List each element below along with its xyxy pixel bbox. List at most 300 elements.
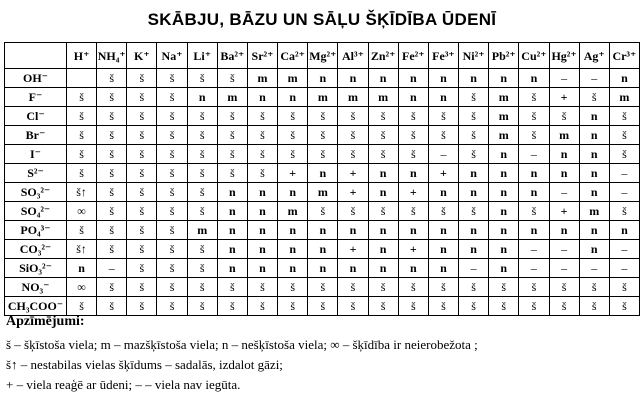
solubility-cell: + [428,164,458,183]
solubility-cell: š [308,202,338,221]
solubility-cell: n [217,221,247,240]
solubility-cell: š [217,69,247,88]
solubility-cell: š [609,297,639,316]
solubility-cell: š [127,297,157,316]
solubility-cell: š [338,297,368,316]
cation-header: Fe²⁺ [398,43,428,69]
solubility-cell: n [217,202,247,221]
solubility-cell: n [489,69,519,88]
solubility-cell: š [67,145,97,164]
solubility-cell: – [519,240,549,259]
solubility-cell: + [338,240,368,259]
cation-header: Ba²⁺ [217,43,247,69]
solubility-cell: š [338,145,368,164]
table-row [5,164,640,183]
table-row [5,126,640,145]
solubility-cell: n [459,164,489,183]
solubility-cell: – [549,69,579,88]
solubility-cell: n [489,240,519,259]
solubility-cell: n [459,183,489,202]
solubility-cell: n [398,88,428,107]
solubility-cell: n [247,88,277,107]
solubility-cell: n [338,69,368,88]
table-row [5,183,640,202]
solubility-cell: š [609,107,639,126]
cation-header: Fe³⁺ [428,43,458,69]
solubility-cell: š [97,164,127,183]
solubility-cell: š [428,202,458,221]
solubility-cell: š [338,202,368,221]
solubility-cell: š [338,278,368,297]
solubility-cell: š [519,297,549,316]
solubility-cell: š [67,107,97,126]
legend [6,312,636,395]
solubility-cell: š [338,107,368,126]
solubility-cell: š [157,183,187,202]
solubility-cell: n [338,259,368,278]
solubility-cell: n [609,221,639,240]
solubility-cell: n [428,221,458,240]
solubility-cell: n [549,164,579,183]
solubility-cell: n [609,69,639,88]
solubility-cell: š [398,107,428,126]
solubility-cell: n [368,183,398,202]
solubility-cell: n [247,183,277,202]
solubility-cell: n [459,69,489,88]
solubility-cell: n [308,240,338,259]
anion-label: SO₄²⁻ [5,202,67,221]
solubility-cell: š [97,88,127,107]
solubility-cell: š [187,69,217,88]
solubility-cell: š [217,126,247,145]
solubility-cell: m [489,88,519,107]
solubility-cell: n [519,164,549,183]
solubility-cell: n [489,164,519,183]
solubility-cell: š [127,259,157,278]
solubility-cell: š [97,69,127,88]
solubility-cell: + [549,88,579,107]
solubility-cell: š [519,126,549,145]
solubility-cell: š [157,145,187,164]
anion-label: F⁻ [5,88,67,107]
solubility-cell: š [308,297,338,316]
corner-cell [5,43,67,69]
solubility-cell: m [489,107,519,126]
solubility-cell: – [609,259,639,278]
solubility-cell: – [519,145,549,164]
solubility-cell: š [127,183,157,202]
solubility-cell: š [217,107,247,126]
solubility-cell: š [308,278,338,297]
cation-header: NH₄⁺ [97,43,127,69]
solubility-cell: n [579,183,609,202]
solubility-cell: š [308,145,338,164]
solubility-cell: š [157,221,187,240]
table-row [5,259,640,278]
solubility-cell: n [278,240,308,259]
solubility-cell: š [187,164,217,183]
cation-header: Zn²⁺ [368,43,398,69]
solubility-cell: š [368,107,398,126]
anion-label: Br⁻ [5,126,67,145]
solubility-cell: š [398,126,428,145]
solubility-cell: n [308,221,338,240]
solubility-cell: n [579,126,609,145]
solubility-cell: š [247,126,277,145]
anion-label: Cl⁻ [5,107,67,126]
solubility-cell: š [489,278,519,297]
solubility-cell: š [609,278,639,297]
solubility-cell: š [187,126,217,145]
solubility-cell: m [609,88,639,107]
solubility-cell: n [579,145,609,164]
solubility-cell: š [519,107,549,126]
solubility-cell: ∞ [67,278,97,297]
solubility-cell: š [609,126,639,145]
solubility-cell: n [489,221,519,240]
solubility-cell: š [398,145,428,164]
legend-line: š↑ – nestabilas vielas šķīdums – sadalās, izdalot gāzi; [6,357,283,372]
solubility-cell: – [519,259,549,278]
solubility-cell: š [519,278,549,297]
solubility-cell: m [278,69,308,88]
solubility-cell: š [187,297,217,316]
solubility-cell: – [609,240,639,259]
solubility-cell: n [579,107,609,126]
cation-header: Hg²⁺ [549,43,579,69]
solubility-cell: š [338,126,368,145]
solubility-cell: š [278,126,308,145]
solubility-cell: n [428,88,458,107]
solubility-cell: n [368,240,398,259]
page-title: SKĀBJU, BĀZU UN SĀĻU ŠĶĪDĪBA ŪDENĪ [147,10,497,29]
solubility-cell: m [489,126,519,145]
solubility-cell: š [217,297,247,316]
solubility-cell: n [398,221,428,240]
legend-line: + – viela reaģē ar ūdeni; – – viela nav iegūta. [6,377,241,392]
cation-header: Ca²⁺ [278,43,308,69]
solubility-cell: m [187,221,217,240]
solubility-cell: n [428,69,458,88]
solubility-cell: š [368,126,398,145]
solubility-cell: š [157,240,187,259]
cation-header: Cu²⁺ [519,43,549,69]
cation-header: Li⁺ [187,43,217,69]
solubility-cell: m [338,88,368,107]
solubility-cell: š [97,107,127,126]
legend-title: Apzīmējumi: [6,314,85,329]
solubility-cell: š [67,221,97,240]
solubility-cell: š [187,183,217,202]
anion-label: SiO₃²⁻ [5,259,67,278]
solubility-cell: š [157,164,187,183]
cation-header: Mg²⁺ [308,43,338,69]
solubility-cell: n [579,164,609,183]
solubility-cell: – [549,240,579,259]
cation-header: Al³⁺ [338,43,368,69]
solubility-cell: n [489,202,519,221]
cation-header: Na⁺ [157,43,187,69]
solubility-cell: m [549,126,579,145]
solubility-cell: n [278,88,308,107]
solubility-cell: n [549,145,579,164]
solubility-cell: š [187,278,217,297]
solubility-cell: š [247,164,277,183]
solubility-cell: š [97,202,127,221]
solubility-cell: n [489,183,519,202]
solubility-cell: š [459,107,489,126]
solubility-cell: š [127,240,157,259]
solubility-cell: š [127,69,157,88]
solubility-cell: š [127,202,157,221]
solubility-cell: š [217,278,247,297]
solubility-cell: n [308,164,338,183]
solubility-cell: š [247,278,277,297]
solubility-cell: + [398,240,428,259]
solubility-cell: š [398,297,428,316]
solubility-cell: š [247,297,277,316]
solubility-cell: n [428,183,458,202]
solubility-cell: š [519,88,549,107]
solubility-cell: š [157,297,187,316]
solubility-cell: š [247,107,277,126]
solubility-cell: – [579,69,609,88]
solubility-cell: š [368,297,398,316]
solubility-cell: m [247,69,277,88]
solubility-cell: š [97,297,127,316]
anion-label: CH₃COO⁻ [5,297,67,316]
solubility-cell: n [368,221,398,240]
solubility-cell: š [247,145,277,164]
solubility-cell: m [308,88,338,107]
solubility-cell: š [489,297,519,316]
solubility-cell: š [97,240,127,259]
solubility-cell: + [338,164,368,183]
solubility-cell: – [549,183,579,202]
solubility-cell: š [368,202,398,221]
cation-header: Pb²⁺ [489,43,519,69]
solubility-cell: š [579,297,609,316]
solubility-cell: š [609,202,639,221]
solubility-cell: š [127,88,157,107]
solubility-cell: n [489,259,519,278]
solubility-cell: n [428,259,458,278]
solubility-cell: n [519,183,549,202]
solubility-cell: ∞ [67,202,97,221]
solubility-cell: š [127,145,157,164]
anion-label: PO₄³⁻ [5,221,67,240]
table-body [5,69,640,316]
solubility-cell: š [157,107,187,126]
cation-header: K⁺ [127,43,157,69]
table-row [5,221,640,240]
solubility-cell: š [157,69,187,88]
solubility-cell: š [308,107,338,126]
solubility-cell: n [428,240,458,259]
solubility-cell: n [459,240,489,259]
solubility-cell: + [549,202,579,221]
solubility-cell: – [428,145,458,164]
solubility-cell: š [157,278,187,297]
solubility-cell: š [609,145,639,164]
solubility-cell: š [67,297,97,316]
solubility-cell: š [428,126,458,145]
solubility-cell: š↑ [67,240,97,259]
solubility-cell: š [278,278,308,297]
solubility-cell: š↑ [67,183,97,202]
solubility-cell: n [338,221,368,240]
anion-label: OH⁻ [5,69,67,88]
solubility-cell: n [398,259,428,278]
solubility-cell: š [459,126,489,145]
solubility-cell: n [308,69,338,88]
table-row [5,145,640,164]
solubility-cell: – [97,259,127,278]
solubility-cell: š [127,126,157,145]
solubility-cell: š [398,202,428,221]
table-row [5,88,640,107]
solubility-cell: – [609,164,639,183]
table-row [5,278,640,297]
anion-label: S²⁻ [5,164,67,183]
solubility-cell: š [157,259,187,278]
solubility-cell: n [247,221,277,240]
cation-header: Sr²⁺ [247,43,277,69]
solubility-cell: n [308,259,338,278]
solubility-cell: š [428,278,458,297]
solubility-cell: n [398,164,428,183]
solubility-cell: š [459,202,489,221]
solubility-cell: š [579,278,609,297]
solubility-cell: š [428,297,458,316]
cation-header: Ni²⁺ [459,43,489,69]
cation-header: H⁺ [67,43,97,69]
solubility-cell: š [67,164,97,183]
solubility-cell: n [278,259,308,278]
solubility-cell: š [127,278,157,297]
solubility-cell: š [157,88,187,107]
solubility-cell: – [579,259,609,278]
solubility-cell: š [67,126,97,145]
solubility-cell: š [187,202,217,221]
solubility-cell: š [217,164,247,183]
solubility-cell: n [247,259,277,278]
anion-label: I⁻ [5,145,67,164]
solubility-cell: n [368,69,398,88]
solubility-cell: š [459,278,489,297]
solubility-cell: š [187,145,217,164]
solubility-cell: m [217,88,247,107]
solubility-cell: š [308,126,338,145]
solubility-cell: n [489,145,519,164]
solubility-cell: š [459,145,489,164]
solubility-cell: š [217,145,247,164]
table-row [5,69,640,88]
legend-line: š – šķīstoša viela; m – mazšķīstoša viela; n – nešķīstoša viela; ∞ – šķīdība ir neierobežota ; [6,337,478,352]
solubility-cell: m [278,202,308,221]
solubility-cell: n [278,221,308,240]
solubility-cell: š [97,278,127,297]
solubility-table [4,42,640,316]
solubility-cell: š [97,145,127,164]
solubility-cell: š [187,259,217,278]
solubility-cell: š [127,107,157,126]
solubility-cell: š [97,221,127,240]
solubility-cell: š [579,88,609,107]
table-row [5,240,640,259]
solubility-cell: n [519,221,549,240]
solubility-cell: m [368,88,398,107]
cation-header: Cr³⁺ [609,43,639,69]
solubility-cell: m [308,183,338,202]
solubility-cell: š [459,297,489,316]
solubility-cell: + [278,164,308,183]
solubility-cell: š [549,278,579,297]
solubility-cell: n [368,259,398,278]
solubility-cell: š [67,88,97,107]
solubility-cell: n [579,221,609,240]
solubility-cell: n [549,221,579,240]
cation-header: Ag⁺ [579,43,609,69]
solubility-cell: š [157,126,187,145]
solubility-cell: + [398,183,428,202]
solubility-cell: n [579,240,609,259]
anion-label: NO₃⁻ [5,278,67,297]
solubility-cell: š [368,278,398,297]
solubility-cell: š [368,145,398,164]
solubility-cell: š [97,183,127,202]
solubility-cell: n [278,183,308,202]
solubility-cell: + [338,183,368,202]
solubility-cell: š [278,297,308,316]
solubility-cell: – [549,259,579,278]
anion-label: CO₃²⁻ [5,240,67,259]
solubility-cell: n [519,69,549,88]
solubility-cell: n [67,259,97,278]
solubility-cell: š [157,202,187,221]
solubility-cell: š [398,278,428,297]
solubility-cell: š [127,221,157,240]
solubility-cell: š [97,126,127,145]
table-row [5,202,640,221]
table-row [5,107,640,126]
solubility-cell [67,69,97,88]
solubility-cell: š [187,240,217,259]
solubility-cell: n [368,164,398,183]
solubility-cell: š [549,107,579,126]
solubility-cell: n [217,240,247,259]
solubility-cell: n [217,183,247,202]
solubility-cell: n [247,202,277,221]
solubility-cell: m [579,202,609,221]
solubility-cell: n [187,88,217,107]
solubility-cell: š [459,88,489,107]
solubility-cell: n [217,259,247,278]
solubility-cell: š [549,297,579,316]
solubility-cell: š [278,145,308,164]
solubility-cell: š [428,107,458,126]
anion-label: SO₃²⁻ [5,183,67,202]
solubility-cell: n [398,69,428,88]
solubility-cell: n [247,240,277,259]
solubility-cell: – [459,259,489,278]
solubility-cell: š [278,107,308,126]
header-row [5,43,640,69]
solubility-cell: – [609,183,639,202]
solubility-cell: n [459,221,489,240]
solubility-cell: š [519,202,549,221]
solubility-cell: š [127,164,157,183]
